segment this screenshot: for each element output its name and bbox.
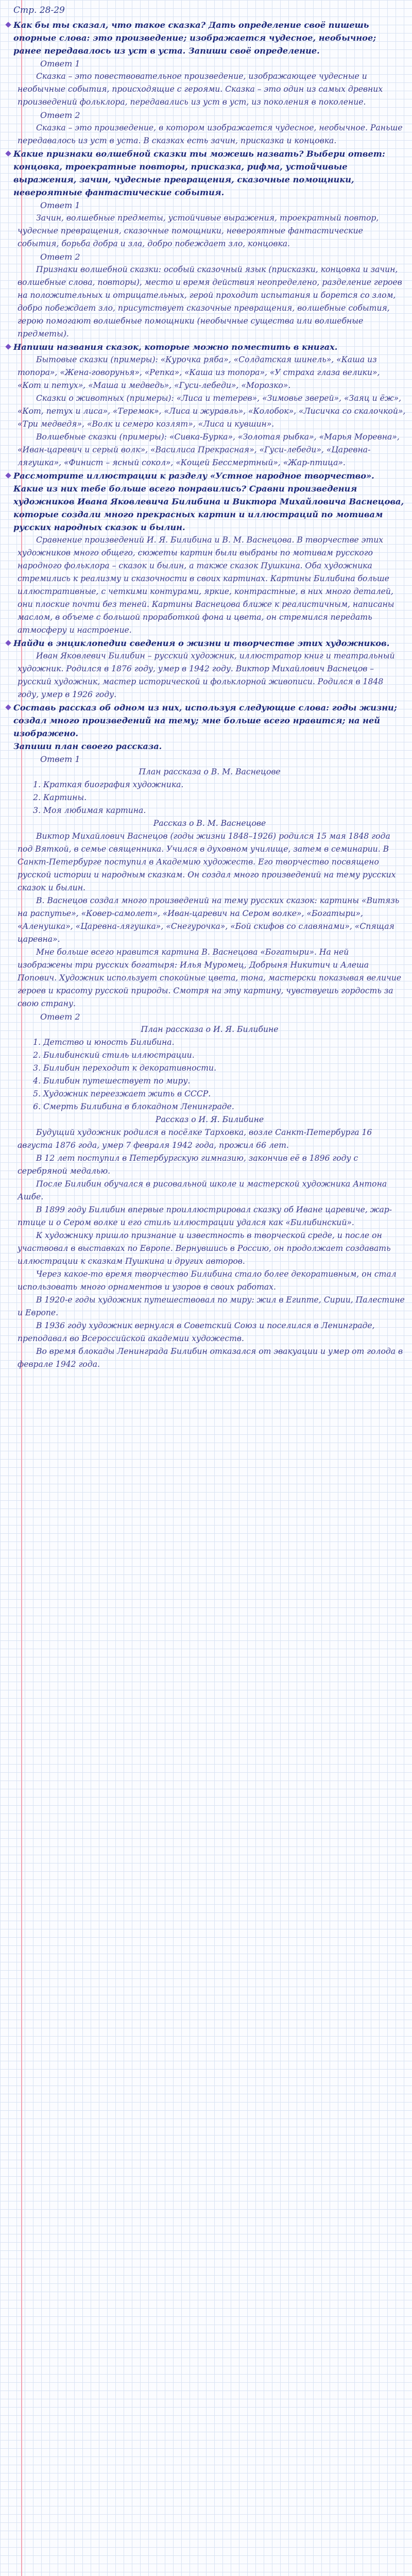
- answer-text: Зачин, волшебные предметы, устойчивые выражения, троекратный повтор, чудесные превращения, сказочные помощники, невероятные фантастические события, борьба добра и зла, добро побеждает зло, концовка.: [18, 213, 379, 248]
- answer-label: Ответ 1: [40, 59, 80, 69]
- plan-item: 3. Моя любимая картина.: [43, 804, 406, 817]
- answer-text: Признаки волшебной сказки: особый сказочный язык (присказки, концовка и зачин, волшебные слова, повторы), место и время действия неопределено, разделение героев на положительных и отрицательных, герой проходит испытания и борется со злом, добро побеждает зло, присутствует сказочные превращения, волшебные события, герою помогают волшебные помощники (необычные существа или волшебные предметы).: [18, 265, 402, 338]
- plan-title: План рассказа о В. М. Васнецове: [139, 767, 281, 776]
- story-paragraph: В 1899 году Билибин впервые проиллюстрировал сказку об Иване царевиче, жар-птице и о Сером волке и его стиль иллюстрации удался как «Билибинский».: [18, 1205, 392, 1227]
- story-paragraph: В 1920-е годы художник путешествовал по миру: жил в Египте, Сирии, Палестине и Европе.: [18, 1295, 405, 1317]
- answer-text: Бытовые сказки (примеры): «Курочка ряба», «Солдатская шинель», «Каша из топора», «Жена-говорунья», «Репка», «Каша из топора», «У страха глаза велики», «Кот и петух», «Маша и медведь», «Гуси-лебеди», «Морозко».: [18, 355, 380, 390]
- plan-item: 1. Детство и юность Билибина.: [43, 1036, 406, 1049]
- answer-text: Иван Яковлевич Билибин – русский художник, иллюстратор книг и театральный художник. Родился в 1876 году, умер в 1942 году. Виктор Михайлович Васнецов – русский художник, мастер исторической и фольклорной живописи. Родился в 1848 году, умер в 1926 году.: [18, 651, 395, 699]
- question-block-3: [13, 341, 406, 353]
- question-block-1: [13, 19, 406, 57]
- story-paragraph: Будущий художник родился в посёлке Тарховка, возле Санкт-Петербурга 16 августа 1876 года, умер 7 февраля 1942 года, прожил 66 лет.: [18, 1128, 372, 1150]
- plan-item: 1. Краткая биография художника.: [43, 778, 406, 791]
- question-block-6: [13, 701, 406, 740]
- story-paragraph: В 12 лет поступил в Петербургскую гимназию, закончив её в 1896 году с серебряной медалью.: [18, 1154, 358, 1176]
- question-block-5: [13, 637, 406, 650]
- story-paragraph: Мне больше всего нравится картина В. Васнецова «Богатыри». На ней изображены три русских богатыря: Илья Муромец, Добрыня Никитич и Алеша Попович. Художник использует спокойные цвета, тона, мастерски показывая величие героев и красоту русской природы. Смотря на эту картину, чувствуешь гордость за свою страну.: [18, 947, 402, 1008]
- answer-text: Сравнение произведений И. Я. Билибина и В. М. Васнецова. В творчестве этих художников много общего, сюжеты картин были выбраны по мотивам русского народного фольклора – сказок и былин, а также сказок Пушкина. Оба художника стремились к реализму и сказочности в своих картинах. Картины Билибина больше иллюстративные, с четкими контурами, яркие, контрастные, в них много деталей, они плоские почти без теней. Картины Васнецова ближе к реалистичным, написаны маслом, в объеме с большой проработкой фона и цвета, он стремился передать атмосферу и настроение.: [18, 535, 394, 635]
- question-block-2: [13, 147, 406, 199]
- story-title: Рассказ о И. Я. Билибине: [155, 1115, 264, 1124]
- plan-title: План рассказа о И. Я. Билибине: [141, 1025, 279, 1034]
- plan-list-1: [13, 778, 406, 817]
- answer-label: Ответ 2: [40, 252, 80, 262]
- page-header: Стр. 28-29: [13, 5, 65, 15]
- answer-label: Ответ 2: [40, 110, 80, 120]
- plan-item: 2. Билибинский стиль иллюстрации.: [43, 1049, 406, 1062]
- question-6-sub: Запиши план своего рассказа.: [13, 741, 162, 751]
- story-paragraph: К художнику пришло признание и известность в творческой среде, и после он участвовал в выставках по Европе. Вернувшись в Россию, он продолжает создавать иллюстрации к сказкам Пушкина и других авторов.: [18, 1231, 391, 1266]
- story-paragraph: В. Васнецов создал много произведений на тему русских сказок: картины «Витязь на распутье», «Ковер-самолет», «Иван-царевич на Сером волке», «Богатыри», «Аленушка», «Царевна-лягушка», «Снегурочка», «Бой скифов со славянами», «Спящая царевна».: [18, 896, 400, 944]
- question-block-4: [13, 469, 406, 534]
- bullet-icon: [5, 150, 11, 156]
- plan-list-2: [13, 1036, 406, 1113]
- story-paragraph: Через какое-то время творчество Билибина стало более декоративным, он стал использовать много орнаментов и узоров в своих работах.: [18, 1269, 397, 1292]
- question-1: Как бы ты сказал, что такое сказка? Дать определение своё пишешь опорные слова: это произведение; изображается чудесное, необычное; ранее передавалось из уст в уста. Запиши своё определение.: [13, 20, 376, 56]
- question-5: Найди в энциклопедии сведения о жизни и творчестве этих художников.: [13, 638, 390, 648]
- story-paragraph: После Билибин обучался в рисовальной школе и мастерской художника Антона Ашбе.: [18, 1179, 387, 1201]
- answer-text: Сказка – это повествовательное произведение, изображающее чудесные и необычные события, происходящие с героями. Сказка – это один из самых древних произведений фольклора, передавались из уст в уст, из поколения в поколение.: [18, 72, 383, 107]
- story-title: Рассказ о В. М. Васнецове: [153, 819, 266, 828]
- answer-label: Ответ 2: [40, 1012, 80, 1022]
- question-2: Какие признаки волшебной сказки ты можешь назвать? Выбери ответ: концовка, троекратные повторы, присказка, рифма, устойчивые выражения, зачин, чудесные превращения, сказочные помощники, невероятные фантастические события.: [13, 149, 385, 197]
- plan-item: 2. Картины.: [43, 791, 406, 804]
- plan-item: 4. Билибин путешествует по миру.: [43, 1075, 406, 1088]
- bullet-icon: [5, 22, 11, 27]
- answer-text: Сказка – это произведение, в котором изображается чудесное, необычное. Раньше передавалось из уст в уста. В сказках есть зачин, присказка и концовка.: [18, 123, 403, 145]
- story-paragraph: В 1936 году художник вернулся в Советский Союз и поселился в Ленинграде, преподавал во Всероссийской академии художеств.: [18, 1321, 375, 1343]
- story-paragraph: Виктор Михайлович Васнецов (годы жизни 1848–1926) родился 15 мая 1848 года под Вяткой, в семье священника. Учился в духовном училище, затем в семинарии. В Санкт-Петербурге поступил в Академию художеств. Его творчество посвящено русской истории и народным сказкам. Он создал много произведений на тему русских сказок и былин.: [18, 832, 396, 892]
- bullet-icon: [5, 344, 11, 349]
- question-4: Рассмотрите иллюстрации к разделу «Устное народное творчество». Какие из них тебе больше всего понравились? Сравни произведения художников Ивана Яковлевича Билибина и Виктора Михайловича Васнецова, которые создали много прекрасных картин и иллюстраций по мотивам русских народных сказок и былин.: [13, 471, 404, 532]
- answer-text: Волшебные сказки (примеры): «Сивка-Бурка», «Золотая рыбка», «Марья Моревна», «Иван-царевич и серый волк», «Василиса Прекрасная», «Гуси-лебеди», «Царевна-лягушка», «Финист – ясный сокол», «Кощей Бессмертный», «Жар-птица».: [18, 432, 400, 467]
- question-6: Составь рассказ об одном из них, используя следующие слова: годы жизни; создал много произведений на тему; мне больше всего нравится; на ней изображено.: [13, 703, 397, 738]
- plan-item: 6. Смерть Билибина в блокадном Ленинграде.: [43, 1100, 406, 1113]
- answer-label: Ответ 1: [40, 200, 80, 210]
- bullet-icon: [5, 704, 11, 710]
- plan-item: 3. Билибин переходит к декоративности.: [43, 1062, 406, 1075]
- question-3: Напиши названия сказок, которые можно поместить в книгах.: [13, 342, 338, 352]
- story-paragraph: Во время блокады Ленинграда Билибин отказался от эвакуации и умер от голода в феврале 1942 года.: [18, 1347, 403, 1369]
- answer-label: Ответ 1: [40, 754, 80, 764]
- bullet-icon: [5, 640, 11, 646]
- plan-item: 5. Художник переезжает жить в СССР.: [43, 1088, 406, 1100]
- answer-text: Сказки о животных (примеры): «Лиса и тетерев», «Зимовье зверей», «Заяц и ёж», «Кот, петух и лиса», «Теремок», «Лиса и журавль», «Колобок», «Лисичка со скалочкой», «Три медведя», «Волк и семеро козлят», «Лиса и кувшин».: [18, 394, 406, 429]
- bullet-icon: [5, 472, 11, 478]
